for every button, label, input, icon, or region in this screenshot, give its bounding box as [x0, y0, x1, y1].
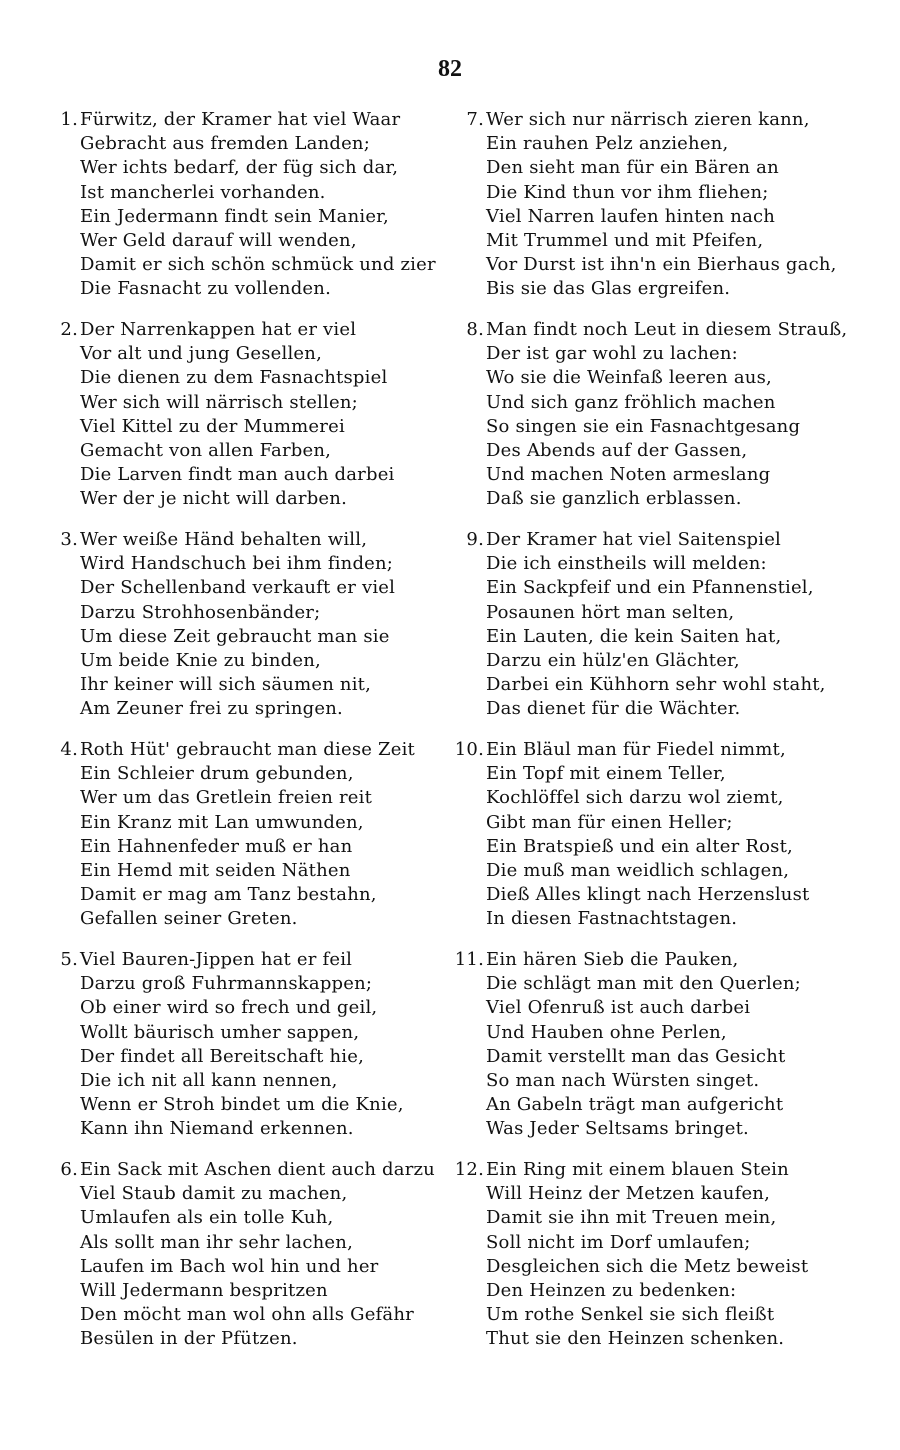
stanza-line [448, 1303, 848, 1327]
verse-text: Die ich einstheils will melden: [486, 553, 767, 575]
verse-text: An Gabeln trägt man aufgericht [486, 1094, 784, 1116]
stanza-line [448, 156, 848, 180]
verse-text: Die Larven findt man auch darbei [80, 464, 395, 486]
stanza-line [46, 1231, 446, 1255]
stanza-line [46, 738, 446, 762]
stanza-line [448, 996, 848, 1020]
stanza-line [448, 439, 848, 463]
stanza-line [448, 253, 848, 277]
verse-text: Die schlägt man mit den Querlen; [486, 973, 801, 995]
stanza-line [46, 1206, 446, 1230]
stanza-line [46, 415, 446, 439]
stanza-line [46, 205, 446, 229]
stanza-number: 3. [60, 529, 78, 550]
stanza-number: 7. [466, 109, 484, 130]
stanza-line [448, 552, 848, 576]
verse-text: Vor alt und jung Gesellen, [80, 343, 322, 365]
right-column [448, 108, 848, 1368]
stanza-line [448, 1206, 848, 1230]
stanza-line [448, 907, 848, 931]
verse-text: Wo sie die Weinfaß leeren aus, [486, 367, 772, 389]
stanza [448, 1158, 848, 1368]
verse-text: Ein Sackpfeif und ein Pfannenstiel, [486, 577, 814, 599]
stanza-line [448, 1327, 848, 1351]
verse-text: Wer der je nicht will darben. [80, 488, 347, 510]
stanza-line [46, 1069, 446, 1093]
verse-text: Der Schellenband verkauft er viel [80, 577, 396, 599]
stanza-line [46, 1303, 446, 1327]
verse-text: Mit Trummel und mit Pfeifen, [486, 229, 764, 251]
verse-text: Des Abends auf der Gassen, [486, 439, 748, 461]
stanza-number: 10. [454, 739, 484, 760]
stanza-line [448, 1069, 848, 1093]
verse-text: Der Kramer hat viel Saitenspiel [486, 529, 781, 550]
verse-text: Das dienet für die Wächter. [486, 698, 741, 720]
stanza-line [46, 229, 446, 253]
stanza [448, 948, 848, 1158]
verse-text: Damit er sich schön schmück und zier [80, 254, 436, 276]
verse-text: Den Heinzen zu bedenken: [486, 1279, 737, 1301]
stanza-line [448, 1021, 848, 1045]
verse-text: Die dienen zu dem Fasnachtspiel [80, 367, 388, 389]
stanza-line [46, 552, 446, 576]
stanza-line [46, 253, 446, 277]
verse-text: Laufen im Bach wol hin und her [80, 1255, 379, 1277]
verse-text: Gefallen seiner Greten. [80, 908, 298, 930]
verse-text: Wer ichts bedarf, der füg sich dar, [80, 157, 399, 179]
stanza-line [46, 366, 446, 390]
stanza-line [448, 859, 848, 883]
verse-text: Besülen in der Pfützen. [80, 1328, 298, 1350]
verse-text: Ein Ring mit einem blauen Stein [486, 1159, 789, 1180]
verse-text: Ein Kranz mit Lan umwunden, [80, 811, 364, 833]
verse-text: Am Zeuner frei zu springen. [80, 698, 343, 720]
verse-text: Umlaufen als ein tolle Kuh, [80, 1207, 334, 1229]
stanza-line [448, 318, 848, 342]
stanza-line [448, 697, 848, 721]
verse-text: So singen sie ein Fasnachtgesang [486, 415, 801, 437]
stanza-number: 2. [60, 319, 78, 340]
stanza [46, 108, 446, 318]
verse-text: In diesen Fastnachtstagen. [486, 908, 738, 930]
verse-text: Als sollt man ihr sehr lachen, [80, 1231, 353, 1253]
stanza-line [46, 108, 446, 132]
verse-text: Ein Lauten, die kein Saiten hat, [486, 625, 782, 647]
verse-text: Viel Ofenruß ist auch darbei [486, 997, 751, 1019]
verse-text: Und machen Noten armeslang [486, 464, 771, 486]
verse-text: Um diese Zeit gebraucht man sie [80, 625, 390, 647]
verse-text: Ein Hahnenfeder muß er han [80, 835, 353, 857]
stanza [46, 528, 446, 738]
stanza-line [448, 181, 848, 205]
stanza-line [448, 205, 848, 229]
stanza-line [46, 156, 446, 180]
stanza-line [448, 738, 848, 762]
stanza-line [448, 1279, 848, 1303]
verse-text: Gibt man für einen Heller; [486, 811, 733, 833]
stanza-line [46, 907, 446, 931]
verse-text: Vor Durst ist ihn'n ein Bierhaus gach, [486, 254, 837, 276]
verse-text: Kann ihn Niemand erkennen. [80, 1118, 354, 1140]
verse-text: Wird Handschuch bei ihm finden; [80, 553, 394, 575]
verse-text: Soll nicht im Dorf umlaufen; [486, 1231, 751, 1253]
verse-text: Was Jeder Seltsams bringet. [486, 1118, 749, 1140]
stanza-number: 9. [466, 529, 484, 550]
verse-text: Dieß Alles klingt nach Herzenslust [486, 884, 810, 906]
stanza-line [46, 811, 446, 835]
verse-text: Damit verstellt man das Gesicht [486, 1045, 786, 1067]
stanza-line [448, 528, 848, 552]
verse-text: Den möcht man wol ohn alls Gefähr [80, 1304, 414, 1326]
verse-text: Ist mancherlei vorhanden. [80, 181, 326, 203]
verse-text: Ein Bläul man für Fiedel nimmt, [486, 739, 786, 760]
verse-text: Um rothe Senkel sie sich fleißt [486, 1304, 775, 1326]
verse-text: Ein hären Sieb die Pauken, [486, 949, 739, 970]
stanza-line [46, 1255, 446, 1279]
stanza [46, 948, 446, 1158]
verse-text: Wer weiße Händ behalten will, [80, 529, 368, 550]
verse-text: Und Hauben ohne Perlen, [486, 1021, 727, 1043]
verse-text: Roth Hüt' gebraucht man diese Zeit [80, 739, 415, 760]
stanza-line [448, 649, 848, 673]
verse-text: Darbei ein Kühhorn sehr wohl staht, [486, 674, 826, 696]
verse-text: Bis sie das Glas ergreifen. [486, 278, 731, 300]
verse-text: Ob einer wird so frech und geil, [80, 997, 378, 1019]
stanza-line [448, 972, 848, 996]
stanza-line [448, 1231, 848, 1255]
verse-text: Wollt bäurisch umher sappen, [80, 1021, 360, 1043]
verse-text: Darzu Strohhosenbänder; [80, 601, 321, 623]
verse-text: Der Narrenkappen hat er viel [80, 319, 357, 340]
verse-text: Thut sie den Heinzen schenken. [486, 1328, 785, 1350]
verse-text: Viel Kittel zu der Mummerei [80, 415, 345, 437]
stanza-line [448, 342, 848, 366]
verse-text: Damit er mag am Tanz bestahn, [80, 884, 377, 906]
stanza [46, 1158, 446, 1368]
stanza-line [46, 1117, 446, 1141]
stanza-line [448, 229, 848, 253]
stanza-line [46, 1182, 446, 1206]
stanza-number: 6. [60, 1159, 78, 1180]
stanza-number: 4. [60, 739, 78, 760]
stanza-line [46, 1045, 446, 1069]
stanza-line [46, 1158, 446, 1182]
stanza-line [448, 948, 848, 972]
verse-text: Gebracht aus fremden Landen; [80, 133, 370, 155]
stanza-line [448, 1093, 848, 1117]
verse-text: Ein Sack mit Aschen dient auch darzu [80, 1159, 435, 1180]
stanza-line [448, 277, 848, 301]
verse-text: Desgleichen sich die Metz beweist [486, 1255, 809, 1277]
stanza-line [46, 576, 446, 600]
stanza-line [46, 1327, 446, 1351]
stanza [448, 318, 848, 528]
stanza-line [448, 463, 848, 487]
verse-text: Die muß man weidlich schlagen, [486, 859, 790, 881]
stanza-line [46, 948, 446, 972]
stanza-line [46, 463, 446, 487]
stanza [448, 738, 848, 948]
stanza-line [448, 1182, 848, 1206]
stanza-number: 8. [466, 319, 484, 340]
stanza-line [46, 391, 446, 415]
stanza-line [448, 108, 848, 132]
stanza-line [46, 835, 446, 859]
verse-text: Wer sich will närrisch stellen; [80, 391, 358, 413]
stanza-line [448, 366, 848, 390]
stanza-line [448, 883, 848, 907]
stanza-line [46, 673, 446, 697]
verse-text: Kochlöffel sich darzu wol ziemt, [486, 787, 784, 809]
stanza-line [448, 1255, 848, 1279]
stanza-number: 12. [454, 1159, 484, 1180]
stanza-line [448, 132, 848, 156]
stanza-line [46, 528, 446, 552]
stanza-line [46, 601, 446, 625]
stanza-line [46, 762, 446, 786]
stanza [46, 318, 446, 528]
verse-text: Will Jedermann bespritzen [80, 1279, 328, 1301]
verse-text: Ein Topf mit einem Teller, [486, 763, 726, 785]
stanza-line [46, 132, 446, 156]
stanza-line [46, 1021, 446, 1045]
stanza-line [46, 439, 446, 463]
verse-text: Den sieht man für ein Bären an [486, 157, 779, 179]
verse-text: Ein Hemd mit seiden Näthen [80, 859, 351, 881]
verse-text: Fürwitz, der Kramer hat viel Waar [80, 109, 401, 130]
stanza-number: 1. [60, 109, 78, 130]
stanza-line [46, 318, 446, 342]
verse-text: Wer sich nur närrisch zieren kann, [486, 109, 810, 130]
verse-text: Viel Narren laufen hinten nach [486, 205, 776, 227]
verse-text: Daß sie ganzlich erblassen. [486, 488, 742, 510]
stanza [448, 528, 848, 738]
stanza-line [46, 649, 446, 673]
stanza-line [448, 391, 848, 415]
verse-text: Der findet all Bereitschaft hie, [80, 1045, 365, 1067]
stanza-line [448, 673, 848, 697]
stanza-number: 11. [454, 949, 484, 970]
stanza-line [448, 625, 848, 649]
verse-text: Man findt noch Leut in diesem Strauß, [486, 319, 848, 340]
stanza-line [46, 996, 446, 1020]
stanza-line [46, 972, 446, 996]
verse-text: Darzu groß Fuhrmannskappen; [80, 973, 373, 995]
verse-text: So man nach Würsten singet. [486, 1069, 760, 1091]
stanza-line [448, 487, 848, 511]
stanza-line [448, 1117, 848, 1141]
stanza-line [46, 342, 446, 366]
verse-text: Gemacht von allen Farben, [80, 439, 332, 461]
page-number: 82 [438, 56, 462, 82]
stanza-line [448, 811, 848, 835]
stanza [448, 108, 848, 318]
verse-text: Ihr keiner will sich säumen nit, [80, 674, 372, 696]
stanza-line [448, 601, 848, 625]
stanza-line [46, 859, 446, 883]
stanza-line [46, 1093, 446, 1117]
verse-text: Um beide Knie zu binden, [80, 649, 321, 671]
verse-text: Ein Bratspieß und ein alter Rost, [486, 835, 793, 857]
stanza-line [448, 1045, 848, 1069]
verse-text: Ein Schleier drum gebunden, [80, 763, 354, 785]
stanza-line [46, 1279, 446, 1303]
stanza-line [448, 1158, 848, 1182]
verse-text: Die Fasnacht zu vollenden. [80, 278, 332, 300]
verse-text: Darzu ein hülz'en Glächter, [486, 649, 740, 671]
verse-text: Damit sie ihn mit Treuen mein, [486, 1207, 777, 1229]
verse-text: Posaunen hört man selten, [486, 601, 735, 623]
stanza-line [448, 415, 848, 439]
verse-text: Wer um das Gretlein freien reit [80, 787, 373, 809]
stanza-line [46, 883, 446, 907]
verse-text: Ein rauhen Pelz anziehen, [486, 133, 729, 155]
verse-text: Viel Bauren-Jippen hat er feil [80, 949, 353, 970]
verse-text: Will Heinz der Metzen kaufen, [486, 1183, 771, 1205]
verse-text: Die ich nit all kann nennen, [80, 1069, 338, 1091]
stanza-line [448, 576, 848, 600]
verse-text: Und sich ganz fröhlich machen [486, 391, 776, 413]
verse-text: Wer Geld darauf will wenden, [80, 229, 357, 251]
stanza [46, 738, 446, 948]
stanza-line [46, 487, 446, 511]
verse-text: Viel Staub damit zu machen, [80, 1183, 348, 1205]
stanza-line [46, 625, 446, 649]
stanza-number: 5. [60, 949, 78, 970]
left-column [46, 108, 446, 1368]
stanza-line [46, 786, 446, 810]
verse-text: Die Kind thun vor ihm fliehen; [486, 181, 769, 203]
verse-text: Wenn er Stroh bindet um die Knie, [80, 1094, 404, 1116]
stanza-line [448, 786, 848, 810]
verse-text: Der ist gar wohl zu lachen: [486, 343, 738, 365]
stanza-line [46, 181, 446, 205]
verse-text: Ein Jedermann findt sein Manier, [80, 205, 389, 227]
stanza-line [448, 762, 848, 786]
stanza-line [46, 277, 446, 301]
stanza-line [46, 697, 446, 721]
stanza-line [448, 835, 848, 859]
